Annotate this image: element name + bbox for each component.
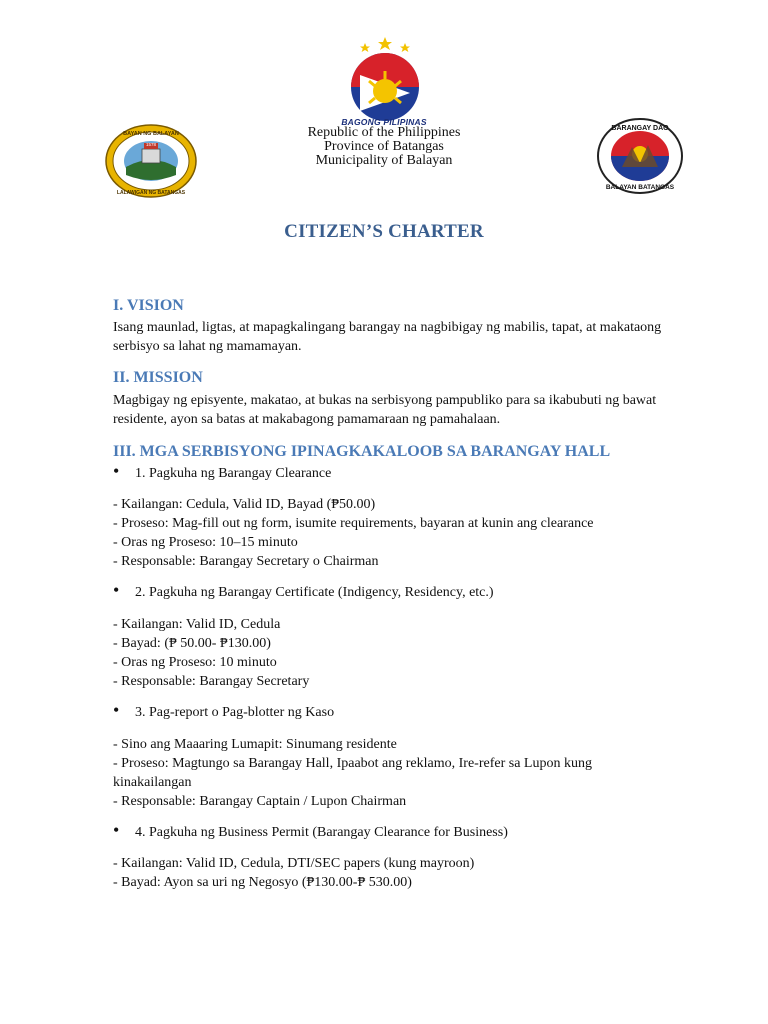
right-seal-bottom-text: BALAYAN BATANGAS (605, 184, 675, 191)
vision-line: serbisyo sa lahat ng mamamayan. (113, 339, 302, 354)
service-detail: - Responsable: Barangay Secretary o Chairman (113, 554, 379, 569)
barangay-dao-seal (596, 117, 684, 195)
letterhead-line-province: Province of Batangas (324, 139, 444, 154)
service-title: 2. Pagkuha ng Barangay Certificate (Indigency, Residency, etc.) (135, 585, 494, 600)
service-detail: kinakailangan (113, 775, 192, 790)
letterhead-line-municipality: Municipality of Balayan (315, 153, 453, 168)
left-seal-bottom-text: LALAWIGAN NG BATANGAS (116, 190, 186, 196)
service-title: 1. Pagkuha ng Barangay Clearance (135, 466, 332, 481)
service-title: 4. Pagkuha ng Business Permit (Barangay Clearance for Business) (135, 825, 508, 840)
service-detail: - Proseso: Mag-fill out ng form, isumite requirements, bayaran at kunin ang clearance (113, 516, 594, 531)
vision-text (113, 318, 673, 356)
bullet-icon: • (113, 580, 120, 600)
service-detail: - Kailangan: Valid ID, Cedula, DTI/SEC papers (kung mayroon) (113, 856, 475, 871)
service-detail: - Proseso: Magtungo sa Barangay Hall, Ipaabot ang reklamo, Ire-refer sa Lupon kung (113, 756, 592, 771)
right-seal-top-text: BARANGAY DAO (611, 125, 669, 132)
mission-text (113, 391, 673, 429)
letterhead-line-republic: Republic of the Philippines (307, 125, 461, 140)
vision-heading: I. VISION (113, 297, 184, 314)
document-title: CITIZEN’S CHARTER (284, 221, 484, 242)
service-detail: - Responsable: Barangay Captain / Lupon Chairman (113, 794, 407, 809)
left-seal-year: 1578 (145, 142, 157, 147)
mission-line: Magbigay ng episyente, makatao, at bukas na serbisyong pampubliko para sa ikabubuti ng bawat (113, 393, 657, 408)
service-detail: - Oras ng Proseso: 10 minuto (113, 655, 277, 670)
left-seal-top-text: BAYAN NG BALAYAN (123, 131, 179, 137)
service-detail: - Sino ang Maaaring Lumapit: Sinumang residente (113, 737, 397, 752)
bullet-icon: • (113, 461, 120, 481)
letterhead (234, 126, 534, 168)
service-detail: - Bayad: (₱ 50.00- ₱130.00) (113, 636, 271, 651)
service-title: 3. Pag-report o Pag-blotter ng Kaso (135, 705, 335, 720)
vision-line: Isang maunlad, ligtas, at mapagkalingang barangay na nagbibigay ng mabilis, tapat, at makataong (113, 320, 662, 335)
service-detail: - Kailangan: Cedula, Valid ID, Bayad (₱50.00) (113, 497, 376, 512)
service-detail: - Bayad: Ayon sa uri ng Negosyo (₱130.00-₱ 530.00) (113, 875, 412, 890)
bullet-icon: • (113, 820, 120, 840)
mission-line: residente, ayon sa batas at makabagong pamamaraan ng pamahalaan. (113, 412, 501, 427)
service-detail: - Kailangan: Valid ID, Cedula (113, 617, 281, 632)
mission-heading: II. MISSION (113, 369, 203, 386)
bagong-pilipinas-wordmark: BAGONG PILIPINAS (341, 117, 427, 127)
bullet-icon: • (113, 700, 120, 720)
service-detail: - Oras ng Proseso: 10–15 minuto (113, 535, 298, 550)
balayan-municipal-seal (104, 123, 198, 199)
service-detail: - Responsable: Barangay Secretary (113, 674, 310, 689)
services-heading: III. MGA SERBISYONG IPINAGKAKALOOB SA BARANGAY HALL (113, 443, 611, 460)
